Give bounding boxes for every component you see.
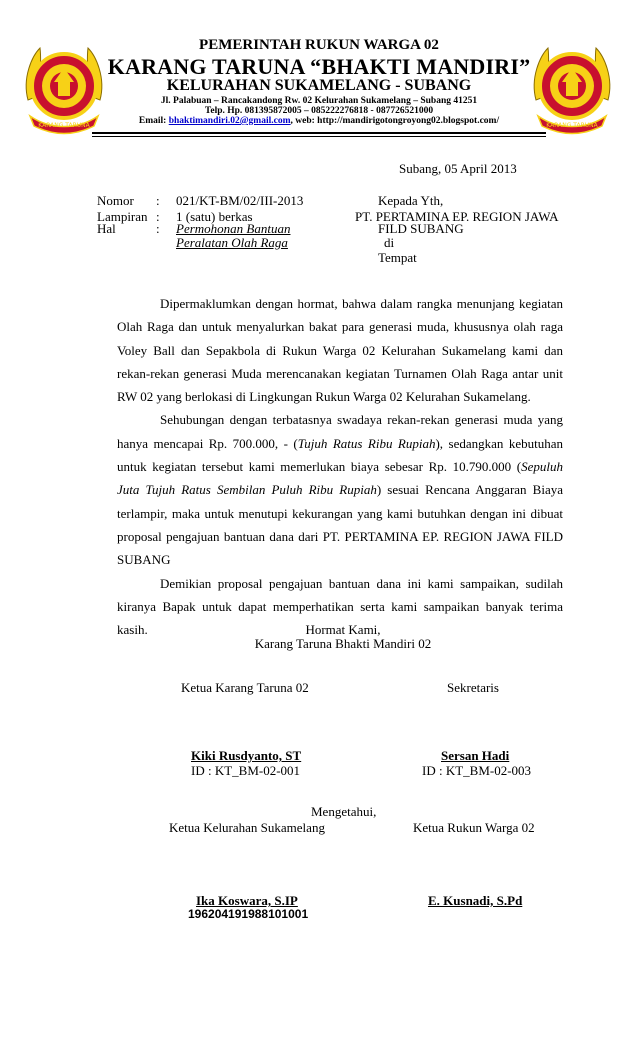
nomor-label: Nomor bbox=[97, 193, 134, 208]
lurah-nip: 196204191988101001 bbox=[188, 907, 309, 921]
nomor-colon: : bbox=[156, 193, 160, 208]
closing-salutation: Hormat Kami, bbox=[305, 622, 381, 637]
lurah-name: Ika Koswara, S.IP bbox=[196, 893, 298, 908]
rw-name: E. Kusnadi, S.Pd bbox=[428, 893, 523, 908]
right-emblem-label: KARANG TARUNA bbox=[546, 122, 598, 129]
ketua-name: Kiki Rusdyanto, ST bbox=[191, 748, 302, 763]
hal-label: Hal bbox=[97, 221, 116, 236]
letterhead-contact bbox=[0, 116, 638, 126]
p2-part-e: ) sesuai Rencana Anggaran Biaya terlampir, maka untuk menutupi kekurangan yang kami butuhkan dengan ini dibuat proposal pengajuan bantuan dana dari PT. PERTAMINA EP. REGION JAWA FILD SUBANG bbox=[117, 482, 563, 568]
email-prefix: Email: bbox=[138, 116, 167, 126]
lampiran-value: 1 (satu) berkas bbox=[176, 209, 253, 224]
paragraph-1: Dipermaklumkan dengan hormat, bahwa dalam rangka menunjang kegiatan Olah Raga dan untuk menyalurkan bakat para generasi muda, khususnya olah raga Voley Ball dan Sepakbola di Rukun Warga 02 Kelurahan Sukamelang kami dan rekan-rekan generasi Muda merencanakan kegiatan Turnamen Olah Raga antar unit RW 02 yang berlokasi di Lingkungan Rukun Warga 02 Kelurahan Sukamelang. bbox=[117, 296, 563, 405]
letterhead-rule-thick bbox=[92, 132, 546, 134]
recipient-di: di bbox=[384, 235, 395, 250]
lampiran-colon: : bbox=[156, 209, 160, 224]
recipient-place: Tempat bbox=[378, 250, 417, 265]
sekretaris-name: Sersan Hadi bbox=[441, 748, 510, 763]
p2-part-c: ), sedangkan kebutuhan untuk kegiatan tersebut kami memerlukan biaya sebesar Rp. 10.790.000 ( bbox=[117, 435, 563, 475]
rw-title: Ketua Rukun Warga 02 bbox=[413, 820, 535, 835]
lurah-title: Ketua Kelurahan Sukamelang bbox=[169, 820, 325, 835]
lampiran-label: Lampiran bbox=[97, 209, 148, 224]
recipient-unit: FILD SUBANG bbox=[378, 221, 464, 236]
letterhead-rule-thin bbox=[92, 136, 546, 137]
web-address: , web: http://mandirigotongroyong02.blogspot.com/ bbox=[290, 116, 500, 126]
hal-colon: : bbox=[156, 221, 160, 236]
p2-amount-words-2: Sepuluh Juta Tujuh Ratus Sembilan Puluh Ribu Rupiah bbox=[117, 459, 563, 498]
letterhead-kelurahan: KELURAHAN SUKAMELANG - SUBANG bbox=[166, 77, 472, 94]
recipient-company: PT. PERTAMINA EP. REGION JAWA bbox=[355, 209, 559, 224]
sekretaris-title: Sekretaris bbox=[447, 680, 499, 695]
p2-amount-words-1: Tujuh Ratus Ribu Rupiah bbox=[297, 435, 436, 451]
letterhead-organization: KARANG TARUNA “BHAKTI MANDIRI” bbox=[107, 54, 531, 79]
letterhead-address: Jl. Palabuan – Rancakandong Rw. 02 Kelurahan Sukamelang – Subang 41251 bbox=[160, 96, 478, 106]
ketua-id: ID : KT_BM-02-001 bbox=[191, 763, 301, 778]
mengetahui-label: Mengetahui, bbox=[311, 804, 377, 819]
sekretaris-id: ID : KT_BM-02-003 bbox=[422, 763, 532, 778]
ketua-title: Ketua Karang Taruna 02 bbox=[181, 680, 309, 695]
recipient-greeting: Kepada Yth, bbox=[378, 193, 444, 208]
closing-organization: Karang Taruna Bhakti Mandiri 02 bbox=[254, 636, 432, 651]
hal-value-line2: Peralatan Olah Raga bbox=[176, 235, 288, 250]
letter-date: Subang, 05 April 2013 bbox=[399, 161, 517, 176]
letter-body bbox=[117, 292, 563, 641]
letterhead-phone: Telp. Hp. 081395872005 – 085222276818 - 087726521000 bbox=[204, 106, 434, 116]
email-link[interactable]: bhaktimandiri.02@gmail.com bbox=[168, 116, 291, 126]
nomor-value: 021/KT-BM/02/III-2013 bbox=[176, 193, 304, 208]
paragraph-2 bbox=[117, 408, 563, 571]
letterhead-government: PEMERINTAH RUKUN WARGA 02 bbox=[199, 37, 439, 53]
p2-part-a: Sehubungan dengan terbatasnya swadaya rekan-rekan generasi muda yang hanya mencapai Rp. 700.000, - ( bbox=[117, 412, 563, 451]
hal-value-line1: Permohonan Bantuan bbox=[176, 221, 291, 236]
paragraph-3: Demikian proposal pengajuan bantuan dana ini kami sampaikan, sudilah kiranya Bapak untuk dapat memperhatikan serta kami sampaikan banyak terima kasih. bbox=[117, 575, 563, 638]
left-emblem-label: KARANG TARUNA bbox=[38, 122, 90, 129]
